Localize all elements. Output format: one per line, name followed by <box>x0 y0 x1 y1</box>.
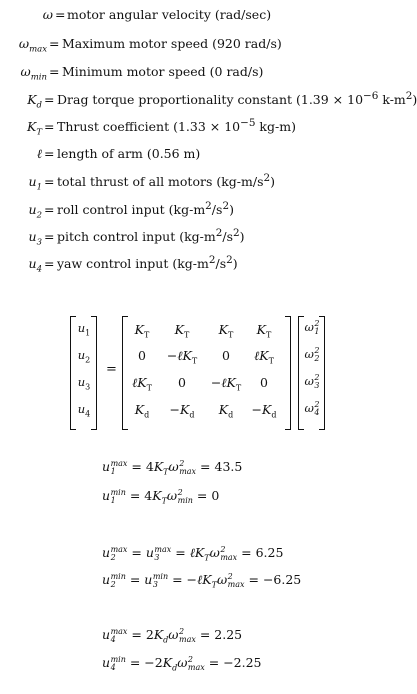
matrix-cell: −ℓK$_T$ <box>210 375 242 393</box>
u1-max-bound: u max 1 = $4K_T\omega$ 2 max = 43.5 <box>102 458 243 477</box>
matrix-cell: ℓK$_T$ <box>132 375 152 393</box>
matrix-cell: $K_T$ <box>218 322 234 340</box>
matrix-cell: $K_T$ <box>174 322 190 340</box>
u1-min-bound: u min 1 = $4K_T\omega$ 2 min = 0 <box>102 487 220 506</box>
control-input-vector: $u_1$ $u_2$ $u_3$ $u_4$ <box>70 316 100 428</box>
u23-min-bound: u min 2 = u min 3 = −ℓK$_T$ω 2 max = −6.25 <box>102 571 302 590</box>
matrix-cell: $K_T$ <box>256 322 272 340</box>
matrix-cell: $-K_d$ <box>169 402 195 420</box>
matrix-cell: $-K_d$ <box>251 402 277 420</box>
matrix-cell: $K_d$ <box>134 402 150 420</box>
equation-page: ω = motor angular velocity (rad/sec) $\omega_{max}$ = Maximum motor speed (920 rad/s) $\omega_{min}$ = Minimum motor speed (0 rad/s) $K_d$ = Drag torque proportionality constant ($1.39 \times 10^{-6}$ $k-m^2$) $K_T$ = Thrust coefficient ($1.33 \times 10^{-5}$ kg-m) ℓ = length of arm (0.56 m) $u_1$ = total thrust of all motors $(kg-m/s^2)$ $u_2$ = roll control input $(kg-m^2/s^2)$ $u_3$ = pitch control input $(kg-m^2/s^2)$ $u_4$ = yaw control input $(kg-m^2/s^2)$ $u_1$ $u_2$ $u_3$ $u_4$ = $K_T$ $K_T$ $K_T$ $K_T$ 0 −ℓK$_T$ 0 ℓK$_T$ ℓK$_T$ 0 −ℓK$_T$ 0 $K_d$ $-K_d$ $K_d$ $-K_d$ ω 2 1 ω 2 2 ω 2 3 ω 2 4 u max 1 = $4K_T\omega$ 2 max = 43.5 u min 1 = $4K_T\omega$ 2 min = 0 u max 2 = u max 3 = ℓK$_T$ω 2 max = 6.25 u min 2 = u min 3 = −ℓK$_T$ω 2 max = −6.25 u max 4 = $2K_d\omega$ 2 max = 2.25 u min 4 = $-2K_d\omega$ 2 max = −2.25 <box>18 7 417 673</box>
matrix-cell: −ℓK$_T$ <box>166 348 198 366</box>
u4-max-bound: u max 4 = $2K_d\omega$ 2 max = 2.25 <box>102 626 243 645</box>
matrix-cell: 0 <box>178 375 186 390</box>
u4-min-bound: u min 4 = $-2K_d\omega$ 2 max = −2.25 <box>102 654 262 673</box>
matrix-cell: ℓK$_T$ <box>254 348 274 366</box>
u23-max-bound: u max 2 = u max 3 = ℓK$_T$ω 2 max = 6.25 <box>102 544 284 563</box>
matrix-cell: $K_d$ <box>218 402 234 420</box>
matrix-cell: 0 <box>222 348 230 363</box>
matrix-cell: 0 <box>138 348 146 363</box>
coefficient-matrix <box>122 316 294 428</box>
matrix-cell: $K_T$ <box>134 322 150 340</box>
matrix-cell: 0 <box>260 375 268 390</box>
motor-speed-vector: ω 2 1 ω 2 2 ω 2 3 ω 2 4 <box>298 316 328 428</box>
